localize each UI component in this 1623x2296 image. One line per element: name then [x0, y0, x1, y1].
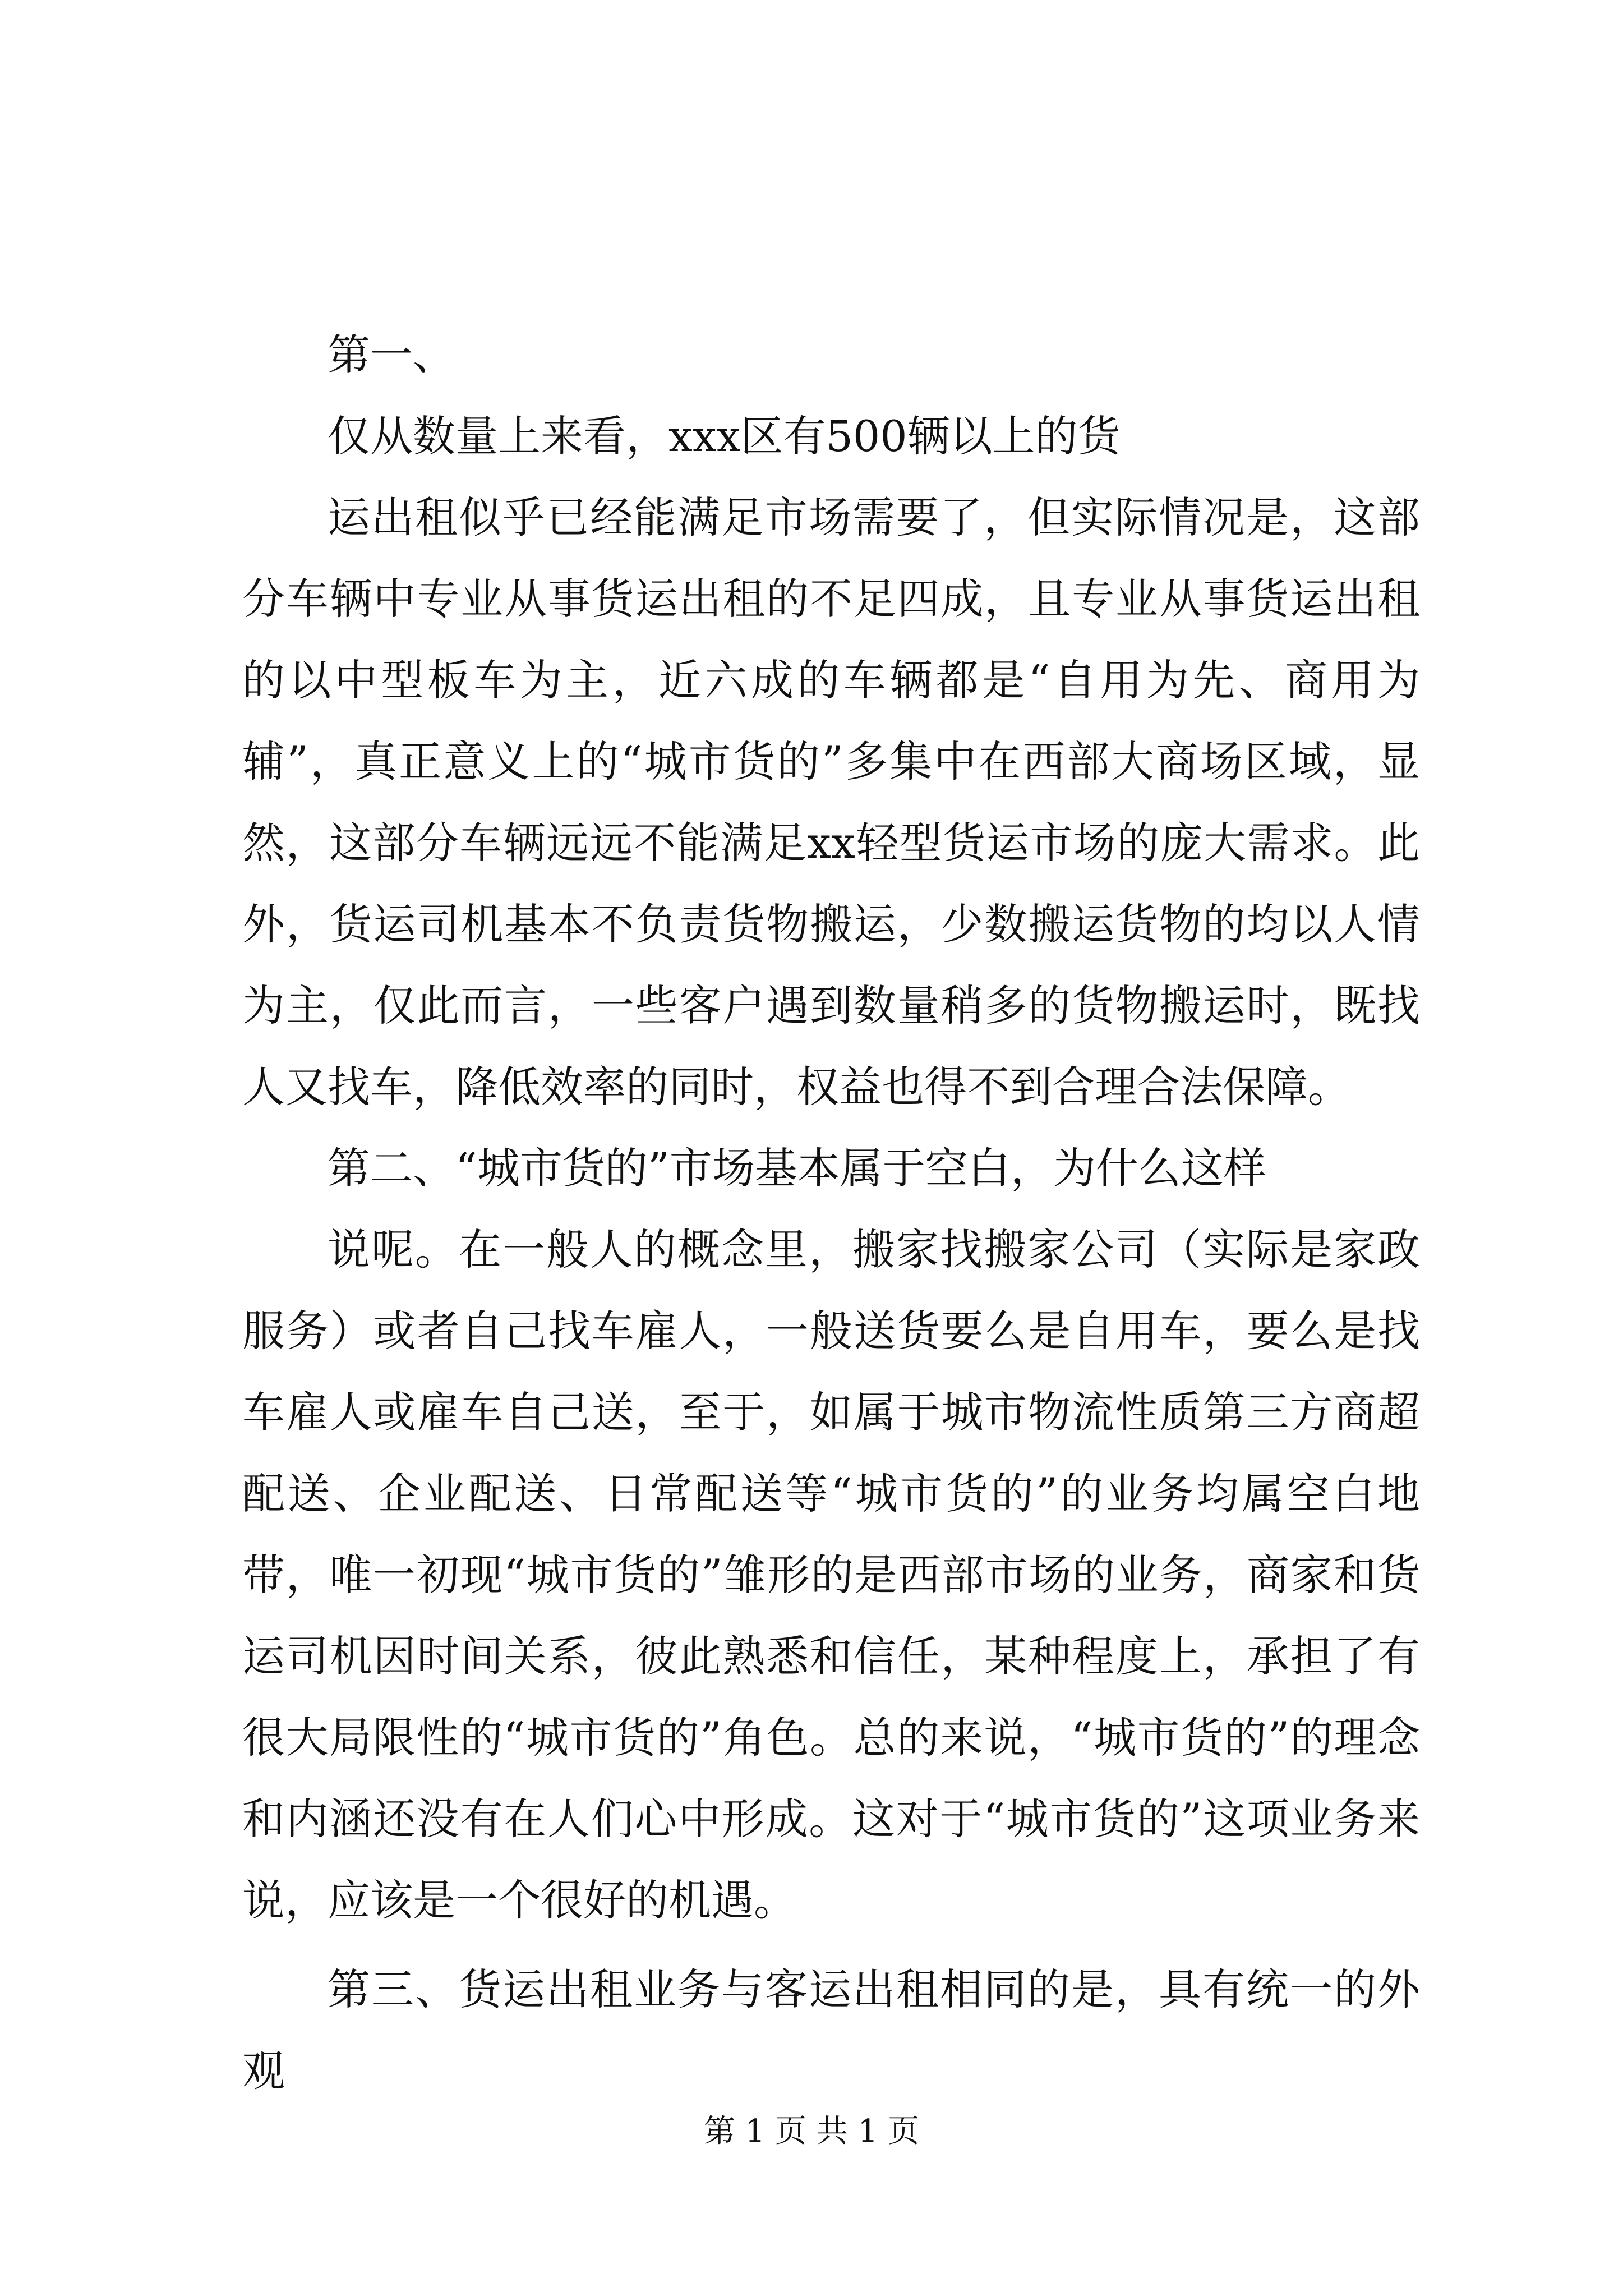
document-body	[242, 314, 1420, 2111]
paragraph-line: 仅从数量上来看，xxx区有500辆以上的货	[328, 411, 1121, 461]
paragraph-heading-2: 第二、“城市货的”市场基本属于空白，为什么这样	[328, 1143, 1266, 1193]
paragraph-heading-3: 第三、货运出租业务与客运出租相同的是，具有统一的外观	[242, 1964, 1420, 2096]
page-number: 第 1 页 共 1 页	[703, 2113, 920, 2150]
page-footer	[0, 2109, 1623, 2154]
paragraph-body: 说呢。在一般人的概念里，搬家找搬家公司（实际是家政服务）或者自己找车雇人，一般送货要么是自用车，要么是找车雇人或雇车自己送，至于，如属于城市物流性质第三方商超配送、企业配送、日常配送等“城市货的”的业务均属空白地带，唯一初现“城市货的”雏形的是西部市场的业务，商家和货运司机因时间关系，彼此熟悉和信任，某种程度上，承担了有很大局限性的“城市货的”角色。总的来说，“城市货的”的理念和内涵还没有在人们心中形成。这对于“城市货的”这项业务来说，应该是一个很好的机遇。	[242, 1225, 1420, 1925]
paragraph-body: 运出租似乎已经能满足市场需要了，但实际情况是，这部分车辆中专业从事货运出租的不足四成，且专业从事货运出租的以中型板车为主，近六成的车辆都是“自用为先、商用为辅”，真正意义上的“城市货的”多集中在西部大商场区域，显然，这部分车辆远远不能满足xx轻型货运市场的庞大需求。此外，货运司机基本不负责货物搬运，少数搬运货物的均以人情为主，仅此而言，一些客户遇到数量稍多的货物搬运时，既找人又找车，降低效率的同时，权益也得不到合理合法保障。	[242, 493, 1420, 1112]
paragraph-heading-1: 第一、	[328, 330, 455, 380]
